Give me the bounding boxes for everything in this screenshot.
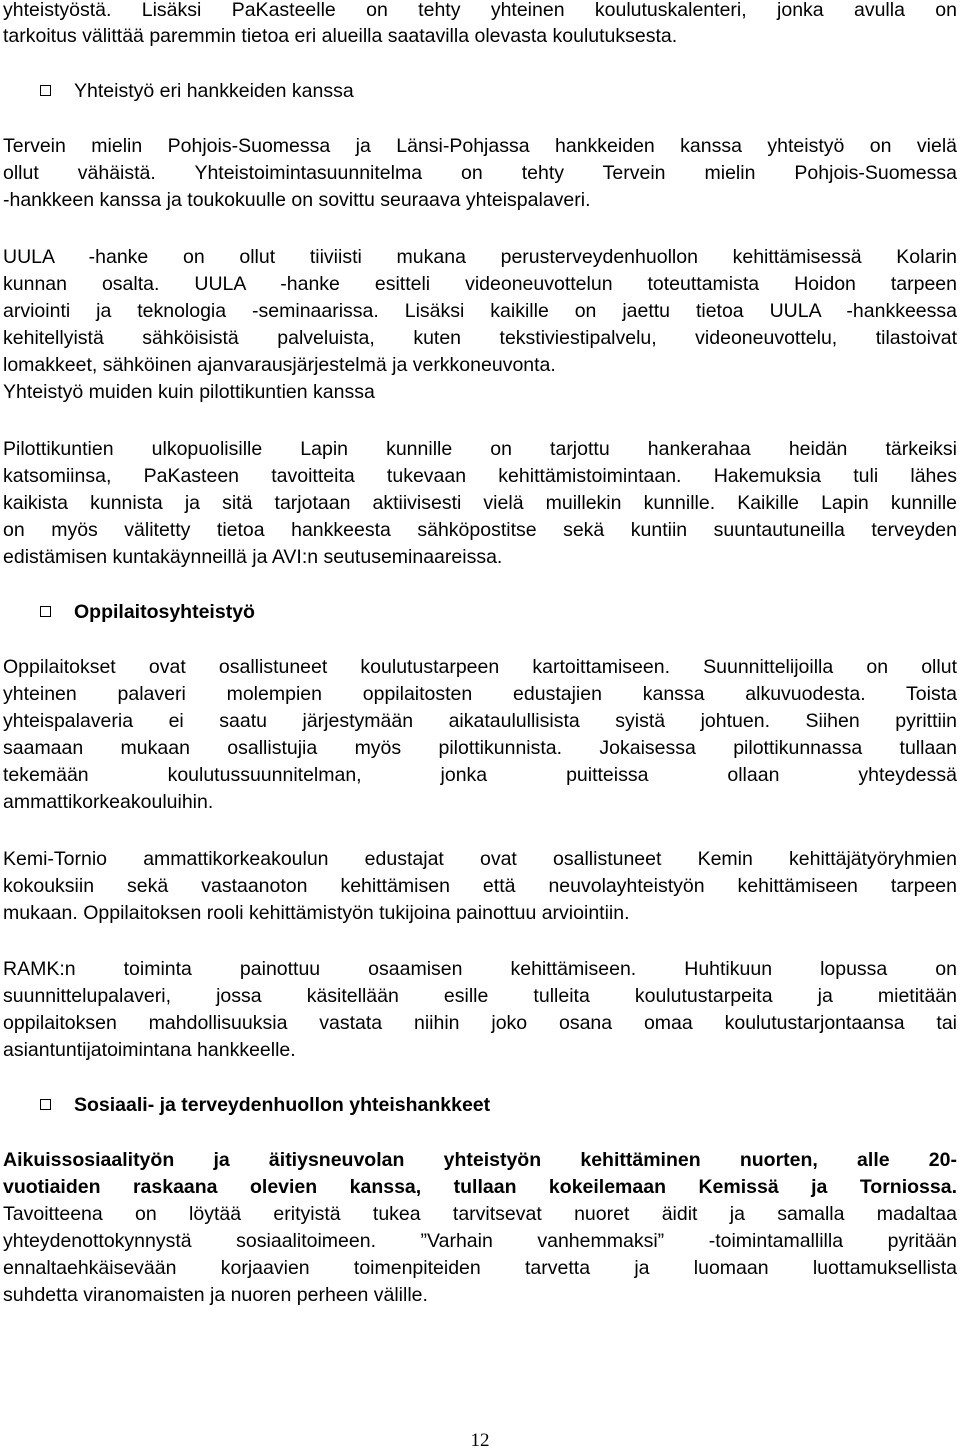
text-line: yhteinen palaveri molempien oppilaitosten edustajien kanssa alkuvuodesta. Toista: [3, 683, 957, 705]
text-line: asiantuntijatoimintana hankkeelle.: [3, 1039, 296, 1061]
text-line: suunnittelupalaveri, jossa käsitellään esille tulleita koulutustarpeita ja mietitään: [3, 985, 957, 1007]
bold-text-line: Aikuissosiaalityön ja äitiysneuvolan yhteistyön kehittäminen nuorten, alle 20-: [3, 1149, 957, 1171]
text-line: ollut vähäistä. Yhteistoimintasuunnitelma on tehty Tervein mielin Pohjois-Suomessa: [3, 162, 957, 184]
text-line: edistämisen kuntakäynneillä ja AVI:n seutuseminaareissa.: [3, 546, 503, 568]
text-line: mukaan. Oppilaitoksen rooli kehittämistyön tukijoina painottuu arviointiin.: [3, 902, 630, 924]
text-line: tarkoitus välittää paremmin tietoa eri alueilla saatavilla olevasta koulutuksesta.: [3, 25, 678, 47]
text-line: kehitellyistä sähköisistä palveluista, kuten tekstiviestipalvelu, videoneuvottelu, tilastoivat: [3, 327, 957, 349]
bold-text-line: vuotiaiden raskaana olevien kanssa, tullaan kokeilemaan Kemissä ja Torniossa.: [3, 1176, 957, 1198]
document-page: yhteistyöstä. Lisäksi PaKasteelle on tehty yhteinen koulutuskalenteri, jonka avulla on tarkoitus välittää paremmin tietoa eri alueilla saatavilla olevasta koulutuksesta. Yhteistyö eri hankkeiden kanssa Tervein mielin Pohjois-Suomessa ja Länsi-Pohjassa hankkeiden kanssa yhteistyö on vielä ollut vähäistä. Yhteistoimintasuunnitelma on tehty Tervein mielin Pohjois-Suomessa -hankkeen kanssa ja toukokuulle on sovittu seuraava yhteispalaveri. UULA -hanke on ollut tiiviisti mukana perusterveydenhuollon kehittämisessä Kolarin kunnan osalta. UULA -hanke esitteli videoneuvottelun toteuttamista Hoidon tarpeen arviointi ja teknologia -seminaarissa. Lisäksi kaikille on jaettu tietoa UULA -hankkeessa kehitellyistä sähköisistä palveluista, kuten tekstiviestipalvelu, videoneuvottelu, tilastoivat lomakkeet, sähköinen ajanvarausjärjestelmä ja verkkoneuvonta. Yhteistyö muiden kuin pilottikuntien kanssa Pilottikuntien ulkopuolisille Lapin kunnille on tarjottu hankerahaa heidän tärkeiksi katsomiinsa, PaKasteen tavoitteita tukevaan kehittämistoimintaan. Hakemuksia tuli lähes kaikista kunnista ja sitä tarjotaan aktiivisesti vielä muillekin kunnille. Kaikille Lapin kunnille on myös välitetty tietoa hankkeesta sähköpostitse sekä kuntiin suuntautuneilla terveyden edistämisen kuntakäynneillä ja AVI:n seutuseminaareissa. Oppilaitosyhteistyö Oppilaitokset ovat osallistuneet koulutustarpeen kartoittamiseen. Suunnittelijoilla on ollut yhteinen palaveri molempien oppilaitosten edustajien kanssa alkuvuodesta. Toista yhteispalaveria ei saatu järjestymään aikataulullisista syistä johtuen. Siihen pyrittiin saamaan mukaan osallistujia myös pilottikunnista. Jokaisessa pilottikunnassa tullaan tekemään koulutussuunnitelman, jonka puitteissa ollaan yhteydessä ammattikorkeakouluihin. Kemi-Tornio ammattikorkeakoulun edustajat ovat osallistuneet Kemin kehittäjätyöryhmien kokouksiin sekä vastaanoton kehittämisen että neuvolayhteistyön kehittämiseen tarpeen mukaan. Oppilaitoksen rooli kehittämistyön tukijoina painottuu arviointiin. RAMK:n toiminta painottuu osaamisen kehittämiseen. Huhtikuun lopussa on suunnittelupalaveri, jossa käsitellään esille tulleita koulutustarpeita ja mietitään oppilaitoksen mahdollisuuksia vastata niihin joko osana omaa koulutustarjontaansa tai asiantuntijatoimintana hankkeelle. Sosiaali- ja terveydenhuollon yhteishankkeet Aikuissosiaalityön ja äitiysneuvolan yhteistyön kehittäminen nuorten, alle 20- vuotiaiden raskaana olevien kanssa, tullaan kokeilemaan Kemissä ja Torniossa. Tavoitteena on löytää erityistä tukea tarvitsevat nuoret äidit ja samalla madaltaa yhteydenottokynnystä sosiaalitoimeen. ”Varhain vanhemmaksi” -toimintamallilla pyritään ennaltaehkäisevään korjaavien toimenpiteiden tarvetta ja luomaan luottamuksellista suhdetta viranomaisten ja nuoren perheen välille. 12: [0, 0, 960, 1451]
text-line: oppilaitoksen mahdollisuuksia vastata niihin joko osana omaa koulutustarjontaansa tai: [3, 1012, 957, 1034]
text-line: kunnan osalta. UULA -hanke esitteli videoneuvottelun toteuttamista Hoidon tarpeen: [3, 273, 957, 295]
text-line: katsomiinsa, PaKasteen tavoitteita tukevaan kehittämistoimintaan. Hakemuksia tuli lähes: [3, 465, 957, 487]
text-line: -hankkeen kanssa ja toukokuulle on sovittu seuraava yhteispalaveri.: [3, 189, 591, 211]
text-line: RAMK:n toiminta painottuu osaamisen kehittämiseen. Huhtikuun lopussa on: [3, 958, 957, 980]
text-line: Pilottikuntien ulkopuolisille Lapin kunnille on tarjottu hankerahaa heidän tärkeiksi: [3, 438, 957, 460]
page-number: 12: [470, 1430, 490, 1451]
text-line: yhteydenottokynnystä sosiaalitoimeen. ”Varhain vanhemmaksi” -toimintamallilla pyritään: [3, 1230, 957, 1252]
text-line: kokouksiin sekä vastaanoton kehittämisen että neuvolayhteistyön kehittämiseen tarpeen: [3, 875, 957, 897]
text-line: Oppilaitokset ovat osallistuneet koulutustarpeen kartoittamiseen. Suunnittelijoilla on ollut: [3, 656, 957, 678]
checkbox-bullet-icon: [40, 606, 51, 617]
text-line: ammattikorkeakouluihin.: [3, 791, 214, 813]
text-line: ennaltaehkäisevään korjaavien toimenpiteiden tarvetta ja luomaan luottamuksellista: [3, 1257, 957, 1279]
text-line: kaikista kunnista ja sitä tarjotaan aktiivisesti vielä muillekin kunnille. Kaikille Lapin kunnille: [3, 492, 957, 514]
subheading-line: Yhteistyö muiden kuin pilottikuntien kanssa: [3, 381, 375, 403]
text-line: suhdetta viranomaisten ja nuoren perheen välille.: [3, 1284, 428, 1306]
checkbox-bullet-icon: [40, 1099, 51, 1110]
text-line: on myös välitetty tietoa hankkeesta sähköpostitse sekä kuntiin suuntautuneilla terveyden: [3, 519, 957, 541]
text-line: arviointi ja teknologia -seminaarissa. Lisäksi kaikille on jaettu tietoa UULA -hankkeessa: [3, 300, 957, 322]
text-line: yhteistyöstä. Lisäksi PaKasteelle on tehty yhteinen koulutuskalenteri, jonka avulla on: [3, 0, 957, 21]
text-line: tekemään koulutussuunnitelman, jonka puitteissa ollaan yhteydessä: [3, 764, 957, 786]
text-line: saamaan mukaan osallistujia myös pilottikunnista. Jokaisessa pilottikunnassa tullaan: [3, 737, 957, 759]
text-line: Tavoitteena on löytää erityistä tukea tarvitsevat nuoret äidit ja samalla madaltaa: [3, 1203, 957, 1225]
checkbox-bullet-icon: [40, 85, 51, 96]
text-line: UULA -hanke on ollut tiiviisti mukana perusterveydenhuollon kehittämisessä Kolarin: [3, 246, 957, 268]
text-line: lomakkeet, sähköinen ajanvarausjärjestelmä ja verkkoneuvonta.: [3, 354, 556, 376]
text-line: yhteispalaveria ei saatu järjestymään aikataulullisista syistä johtuen. Siihen pyrittiin: [3, 710, 957, 732]
text-line: Kemi-Tornio ammattikorkeakoulun edustajat ovat osallistuneet Kemin kehittäjätyöryhmien: [3, 848, 957, 870]
text-line: Tervein mielin Pohjois-Suomessa ja Länsi-Pohjassa hankkeiden kanssa yhteistyö on vielä: [3, 135, 957, 157]
